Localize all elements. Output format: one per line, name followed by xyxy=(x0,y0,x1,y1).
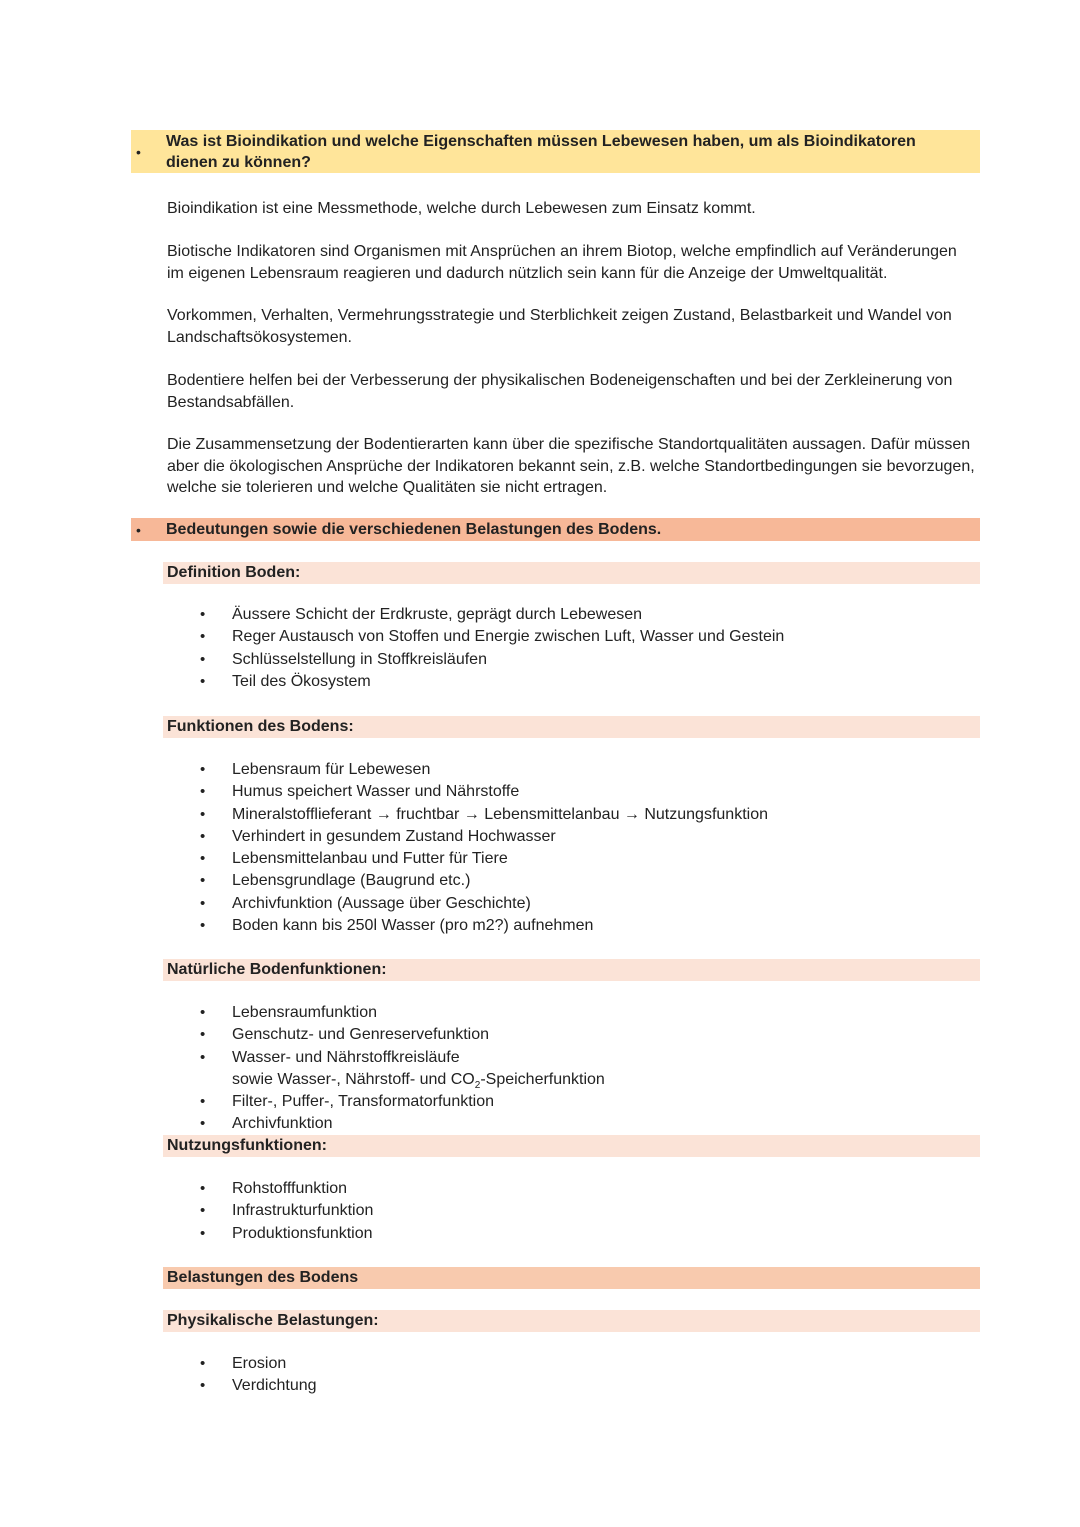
list-item: • Mineralstofflieferant → fruchtbar → Lebensmittelanbau → Nutzungsfunktion xyxy=(200,804,768,826)
subscript: 2 xyxy=(474,1080,481,1092)
subheading-burdens xyxy=(163,1267,980,1289)
list-item: • Produktionsfunktion xyxy=(200,1223,373,1245)
subheading-natural-functions xyxy=(163,959,980,981)
usage-functions-list xyxy=(200,1178,373,1245)
list-item: • Archivfunktion (Aussage über Geschichte) xyxy=(200,893,768,915)
list-item: • Filter-, Puffer-, Transformatorfunktion xyxy=(200,1091,605,1113)
list-item: • Lebensmittelanbau und Futter für Tiere xyxy=(200,848,768,870)
subheading-definition xyxy=(163,562,980,584)
list-item: • Verhindert in gesundem Zustand Hochwasser xyxy=(200,826,768,848)
list-item: • Lebensraum für Lebewesen xyxy=(200,759,768,781)
continuation-text: sowie Wasser-, Nährstoff- und CO xyxy=(232,1070,475,1088)
subheading-text: Nutzungsfunktionen: xyxy=(167,1137,327,1154)
definition-list xyxy=(200,604,784,693)
subheading-text: Funktionen des Bodens: xyxy=(167,718,354,735)
list-item: • Teil des Ökosystem xyxy=(200,671,784,693)
list-item: • Archivfunktion xyxy=(200,1113,605,1135)
subheading-functions xyxy=(163,716,980,738)
list-item: • Infrastrukturfunktion xyxy=(200,1200,373,1222)
paragraph: Bioindikation ist eine Messmethode, welche durch Lebewesen zum Einsatz kommt. xyxy=(167,200,756,217)
section-heading-boden xyxy=(131,518,980,541)
physical-burdens-list xyxy=(200,1353,317,1398)
list-item: • Schlüsselstellung in Stoffkreisläufen xyxy=(200,649,784,671)
list-item: • Rohstofffunktion xyxy=(200,1178,373,1200)
subheading-usage-functions xyxy=(163,1135,980,1157)
continuation-text: -Speicherfunktion xyxy=(480,1070,605,1088)
functions-list xyxy=(200,759,768,937)
list-item: • Wasser- und Nährstoffkreisläufe xyxy=(200,1047,605,1069)
section-heading-bioindikation xyxy=(131,130,980,173)
list-item: • Verdichtung xyxy=(200,1375,317,1397)
paragraph: Bodentiere helfen bei der Verbesserung der physikalischen Bodeneigenschaften und bei der Zerkleinerung von Bestandsabfällen. xyxy=(167,372,953,411)
paragraph: Biotische Indikatoren sind Organismen mit Ansprüchen an ihrem Biotop, welche empfindlich auf Veränderungen im eigenen Lebensraum reagieren und dadurch nützlich sein kann für die Anzeige der Umweltqualität. xyxy=(167,243,957,282)
section-heading-text: Bedeutungen sowie die verschiedenen Belastungen des Bodens. xyxy=(166,521,662,538)
list-item: • Äussere Schicht der Erdkruste, geprägt durch Lebewesen xyxy=(200,604,784,626)
subheading-physical-burdens xyxy=(163,1310,980,1332)
section-heading-text: Was ist Bioindikation und welche Eigenschaften müssen Lebewesen haben, um als Bioindikatoren dienen zu können? xyxy=(166,133,916,171)
list-item: • Humus speichert Wasser und Nährstoffe xyxy=(200,781,768,803)
paragraph: Vorkommen, Verhalten, Vermehrungsstrategie und Sterblichkeit zeigen Zustand, Belastbarkeit und Wandel von Landschaftsökosystemen. xyxy=(167,307,952,346)
subheading-text: Physikalische Belastungen: xyxy=(167,1312,379,1329)
list-item: • Genschutz- und Genreservefunktion xyxy=(200,1024,605,1046)
bullet: • xyxy=(136,143,141,160)
natural-functions-list xyxy=(200,1002,605,1136)
subheading-text: Belastungen des Bodens xyxy=(167,1269,359,1286)
bullet: • xyxy=(136,521,141,538)
list-item: • Lebensraumfunktion xyxy=(200,1002,605,1024)
list-item: • Boden kann bis 250l Wasser (pro m2?) aufnehmen xyxy=(200,915,768,937)
subheading-text: Natürliche Bodenfunktionen: xyxy=(167,961,387,978)
list-item: • Lebensgrundlage (Baugrund etc.) xyxy=(200,870,768,892)
list-item-continuation xyxy=(200,1069,605,1091)
paragraph: Die Zusammensetzung der Bodentierarten kann über die spezifische Standortqualitäten aussagen. Dafür müssen aber die ökologischen Ansprüche der Indikatoren bekannt sein, z.B. welche Standortbedingungen sie bevorzugen, welche sie tolerieren und welche Qualitäten sie nicht ertragen. xyxy=(167,436,975,496)
list-item: • Erosion xyxy=(200,1353,317,1375)
list-item: • Reger Austausch von Stoffen und Energie zwischen Luft, Wasser und Gestein xyxy=(200,626,784,648)
subheading-text: Definition Boden: xyxy=(167,564,301,581)
